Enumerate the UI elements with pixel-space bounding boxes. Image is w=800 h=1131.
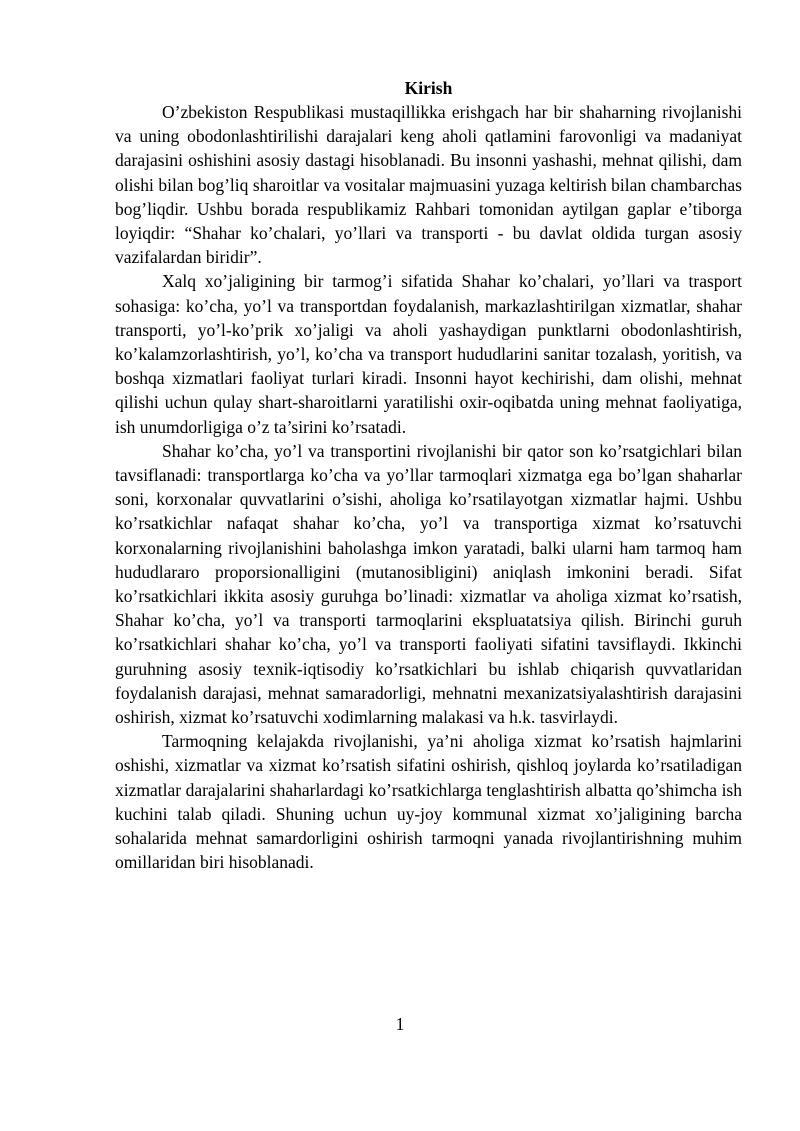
document-body — [115, 76, 742, 875]
paragraph-1: O’zbekiston Respublikasi mustaqillikka erishgach har bir shaharning rivojlanishi va uning obodonlashtirilishi darajalari keng aholi qatlamini farovonligi va madaniyat darajasini oshishini asosiy dastagi hisoblanadi. Bu insonni yashashi, mehnat qilishi, dam olishi bilan bog’liq sharoitlar va vositalar majmuasini yuzaga keltirish bilan chambarchas bog’liqdir. Ushbu borada respublikamiz Rahbari tomonidan aytilgan gaplar e’tiborga loyiqdir: “Shahar ko’chalari, yo’llari va transporti - bu davlat oldida turgan asosiy vazifalardan biridir”. — [115, 102, 742, 268]
paragraph-4: Tarmoqning kelajakda rivojlanishi, ya’ni aholiga xizmat ko’rsatish hajmlarini oshishi, xizmatlar va xizmat ko’rsatish sifatini oshirish, qishloq joylarda ko’rsatiladigan xizmatlar darajalarini shaharlardagi ko’rsatkichlarga tenglashtirish albatta qo’shimcha ish kuchini talab qiladi. Shuning uchun uy-joy kommunal xizmat xo’jaligining barcha sohalarida mehnat samardorligini oshirish tarmoqni yanada rivojlantirishning muhim omillaridan biri hisoblanadi. — [115, 731, 742, 873]
paragraph-3: Shahar ko’cha, yo’l va transportini rivojlanishi bir qator son ko’rsatgichlari bilan tavsiflanadi: transportlarga ko’cha va yo’llar tarmoqlari xizmatga ega bo’lgan shaharlar soni, korxonalar quvvatlarini o’sishi, aholiga ko’rsatilayotgan xizmatlar hajmi. Ushbu ko’rsatkichlar nafaqat shahar ko’cha, yo’l va transportiga xizmat ko’rsatuvchi korxonalarning rivojlanishini baholashga imkon yaratadi, balki ularni ham tarmoq ham hududlararo proporsionalligini (mutanosibligini) aniqlash imkonini beradi. Sifat ko’rsatkichlari ikkita asosiy guruhga bo’linadi: xizmatlar va aholiga xizmat ko’rsatish, Shahar ko’cha, yo’l va transporti tarmoqlarini ekspluatatsiya qilish. Birinchi guruh ko’rsatkichlari shahar ko’cha, yo’l va transporti faoliyati sifatini tavsiflaydi. Ikkinchi guruhning asosiy texnik-iqtisodiy ko’rsatkichlari bu ishlab chiqarish quvvatlaridan foydalanish darajasi, mehnat samaradorligi, mehnatni mexanizatsiyalashtirish darajasini oshirish, xizmat ko’rsatuvchi xodimlarning malakasi va h.k. tasvirlaydi. — [115, 440, 742, 728]
section-title: Kirish — [404, 78, 453, 98]
page-number: 1 — [395, 1014, 405, 1034]
paragraph-2: Xalq xo’jaligining bir tarmog’i sifatida Shahar ko’chalari, yo’llari va trasport sohasiga: ko’cha, yo’l va transportdan foydalanish, markazlashtirilgan xizmatlar, shahar transporti, yo’l-ko’prik xo’jaligi va aholi yashaydigan punktlarni obodonlashtirish, ko’kalamzorlashtirish, yo’l, ko’cha va transport hududlarini sanitar tozalash, yoritish, va boshqa xizmatlari faoliyat turlari kiradi. Insonni hayot kechirishi, dam olishi, mehnat qilishi uchun qulay shart-sharoitlarni yaratilishi oxir-oqibatda uning mehnat faoliyatiga, ish unumdorligiga o’z ta’sirini ko’rsatadi. — [115, 271, 742, 437]
